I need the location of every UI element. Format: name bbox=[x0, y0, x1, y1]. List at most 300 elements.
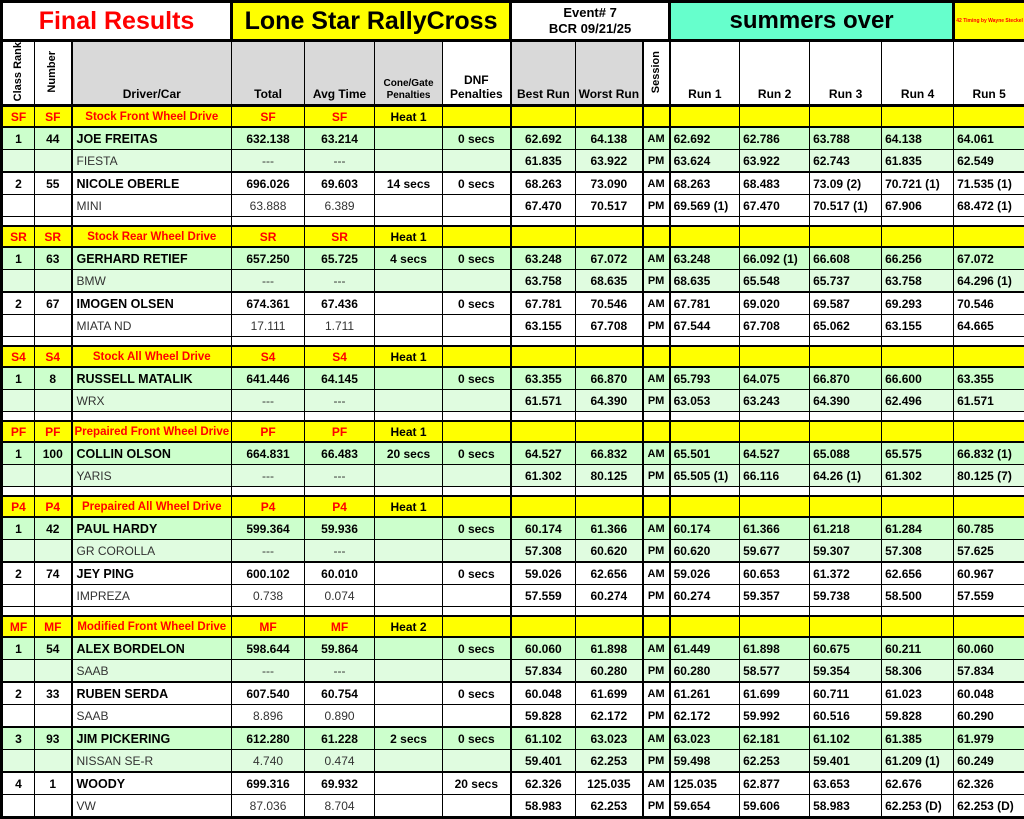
driver-name-cell: RUSSELL MATALIK bbox=[72, 367, 232, 390]
run4-cell: 61.284 bbox=[882, 517, 954, 540]
spacer-cell bbox=[232, 217, 305, 227]
session-cell: PM bbox=[643, 540, 670, 563]
spacer-cell bbox=[810, 607, 882, 617]
run3-cell: 61.218 bbox=[810, 517, 882, 540]
best-run-cell: 61.835 bbox=[511, 150, 576, 173]
class-code-cell bbox=[643, 496, 670, 517]
class-rank-cell: 1 bbox=[2, 247, 35, 270]
session-cell: AM bbox=[643, 562, 670, 585]
run3-cell: 60.711 bbox=[810, 682, 882, 705]
best-run-cell: 58.983 bbox=[511, 795, 576, 818]
run4-cell: 59.828 bbox=[882, 705, 954, 728]
class-code-cell bbox=[643, 616, 670, 637]
run1-cell: 60.174 bbox=[670, 517, 740, 540]
run2-cell: 67.470 bbox=[740, 195, 810, 217]
session-cell: AM bbox=[643, 517, 670, 540]
class-code-cell bbox=[954, 346, 1024, 367]
class-rank-cell bbox=[2, 795, 35, 818]
column-header-run-5: Run 5 bbox=[954, 41, 1024, 106]
driver-name-cell: IMOGEN OLSEN bbox=[72, 292, 232, 315]
class-rank-cell bbox=[2, 270, 35, 293]
best-run-cell: 63.758 bbox=[511, 270, 576, 293]
spacer-cell bbox=[882, 217, 954, 227]
avg-time-cell: 64.145 bbox=[305, 367, 375, 390]
class-code-cell bbox=[576, 616, 643, 637]
run4-cell: 61.835 bbox=[882, 150, 954, 173]
number-cell bbox=[35, 795, 72, 818]
class-rank-cell: 1 bbox=[2, 127, 35, 150]
class-code-cell: P4 bbox=[35, 496, 72, 517]
class-code-cell bbox=[810, 226, 882, 247]
spacer-cell bbox=[443, 607, 511, 617]
run3-cell: 58.983 bbox=[810, 795, 882, 818]
avg-time-cell: --- bbox=[305, 540, 375, 563]
worst-run-cell: 67.708 bbox=[576, 315, 643, 337]
run3-cell: 65.062 bbox=[810, 315, 882, 337]
run5-cell: 64.296 (1) bbox=[954, 270, 1024, 293]
class-code-cell: S4 bbox=[305, 346, 375, 367]
number-cell: 8 bbox=[35, 367, 72, 390]
avg-time-cell: --- bbox=[305, 150, 375, 173]
class-code-cell bbox=[576, 421, 643, 442]
number-cell: 44 bbox=[35, 127, 72, 150]
driver-row bbox=[2, 637, 1024, 660]
best-run-cell: 67.470 bbox=[511, 195, 576, 217]
spacer-cell bbox=[375, 487, 443, 497]
run1-cell: 67.781 bbox=[670, 292, 740, 315]
car-name-cell: MIATA ND bbox=[72, 315, 232, 337]
avg-time-cell: 6.389 bbox=[305, 195, 375, 217]
total-cell: --- bbox=[232, 540, 305, 563]
class-code-cell: S4 bbox=[232, 346, 305, 367]
run3-cell: 59.354 bbox=[810, 660, 882, 683]
session-cell: AM bbox=[643, 727, 670, 750]
number-cell bbox=[35, 705, 72, 728]
total-cell: 63.888 bbox=[232, 195, 305, 217]
car-name-cell: GR COROLLA bbox=[72, 540, 232, 563]
worst-run-cell: 68.635 bbox=[576, 270, 643, 293]
run5-cell: 62.549 bbox=[954, 150, 1024, 173]
driver-row bbox=[2, 772, 1024, 795]
spacer-cell bbox=[882, 607, 954, 617]
avg-time-cell: 0.474 bbox=[305, 750, 375, 773]
session-cell: PM bbox=[643, 390, 670, 412]
car-row bbox=[2, 585, 1024, 607]
avg-time-cell: 0.074 bbox=[305, 585, 375, 607]
cone-gate-cell bbox=[375, 772, 443, 795]
class-code-cell: PF bbox=[35, 421, 72, 442]
dnf-cell bbox=[443, 795, 511, 818]
spacer-cell bbox=[305, 217, 375, 227]
class-code-cell bbox=[954, 421, 1024, 442]
class-code-cell: SF bbox=[232, 106, 305, 128]
class-code-cell bbox=[882, 496, 954, 517]
spacer-cell bbox=[954, 607, 1024, 617]
total-cell: 8.896 bbox=[232, 705, 305, 728]
run2-cell: 61.898 bbox=[740, 637, 810, 660]
avg-time-cell: 63.214 bbox=[305, 127, 375, 150]
worst-run-cell: 62.656 bbox=[576, 562, 643, 585]
car-name-cell: YARIS bbox=[72, 465, 232, 487]
best-run-cell: 59.828 bbox=[511, 705, 576, 728]
class-code-cell bbox=[643, 346, 670, 367]
run1-cell: 59.498 bbox=[670, 750, 740, 773]
number-cell: 93 bbox=[35, 727, 72, 750]
run2-cell: 64.527 bbox=[740, 442, 810, 465]
event-number: Event# 7 bbox=[514, 5, 666, 21]
driver-row bbox=[2, 127, 1024, 150]
run3-cell: 59.307 bbox=[810, 540, 882, 563]
class-code-cell: MF bbox=[305, 616, 375, 637]
dnf-cell: 0 secs bbox=[443, 682, 511, 705]
heat-cell: Heat 1 bbox=[375, 346, 443, 367]
number-cell: 1 bbox=[35, 772, 72, 795]
run1-cell: 61.261 bbox=[670, 682, 740, 705]
worst-run-cell: 62.172 bbox=[576, 705, 643, 728]
class-code-cell: PF bbox=[232, 421, 305, 442]
class-code-cell: S4 bbox=[2, 346, 35, 367]
avg-time-cell: 8.704 bbox=[305, 795, 375, 818]
run1-cell: 65.501 bbox=[670, 442, 740, 465]
spacer-cell bbox=[511, 337, 576, 347]
worst-run-cell: 61.699 bbox=[576, 682, 643, 705]
vertical-header-label: Class Rank bbox=[13, 42, 24, 101]
run4-cell: 57.308 bbox=[882, 540, 954, 563]
spacer-cell bbox=[670, 337, 740, 347]
title-row bbox=[2, 2, 1024, 41]
spacer-cell bbox=[35, 412, 72, 422]
cone-gate-cell bbox=[375, 705, 443, 728]
session-cell: AM bbox=[643, 127, 670, 150]
run4-cell: 65.575 bbox=[882, 442, 954, 465]
run5-cell: 60.060 bbox=[954, 637, 1024, 660]
class-name-cell: Stock Rear Wheel Drive bbox=[72, 226, 232, 247]
class-code-cell: SF bbox=[305, 106, 375, 128]
run4-cell: 66.256 bbox=[882, 247, 954, 270]
run4-cell: 64.138 bbox=[882, 127, 954, 150]
run2-cell: 59.606 bbox=[740, 795, 810, 818]
car-name-cell: BMW bbox=[72, 270, 232, 293]
best-run-cell: 62.692 bbox=[511, 127, 576, 150]
cone-gate-cell bbox=[375, 127, 443, 150]
total-cell: 664.831 bbox=[232, 442, 305, 465]
total-cell: 4.740 bbox=[232, 750, 305, 773]
session-cell: PM bbox=[643, 750, 670, 773]
avg-time-cell: 67.436 bbox=[305, 292, 375, 315]
spacer-cell bbox=[511, 412, 576, 422]
run3-cell: 73.09 (2) bbox=[810, 172, 882, 195]
run4-cell: 61.302 bbox=[882, 465, 954, 487]
class-code-cell: MF bbox=[232, 616, 305, 637]
spacer-row bbox=[2, 337, 1024, 347]
cone-gate-cell bbox=[375, 750, 443, 773]
avg-time-cell: --- bbox=[305, 270, 375, 293]
heat-cell: Heat 1 bbox=[375, 421, 443, 442]
class-header-row bbox=[2, 226, 1024, 247]
class-rank-cell: 3 bbox=[2, 727, 35, 750]
class-rank-cell bbox=[2, 660, 35, 683]
best-run-cell: 61.571 bbox=[511, 390, 576, 412]
class-code-cell: P4 bbox=[2, 496, 35, 517]
spacer-cell bbox=[2, 412, 35, 422]
total-cell: 17.111 bbox=[232, 315, 305, 337]
driver-name-cell: ALEX BORDELON bbox=[72, 637, 232, 660]
worst-run-cell: 62.253 bbox=[576, 750, 643, 773]
run2-cell: 60.653 bbox=[740, 562, 810, 585]
class-rank-cell bbox=[2, 465, 35, 487]
run5-cell: 80.125 (7) bbox=[954, 465, 1024, 487]
class-rank-cell: 4 bbox=[2, 772, 35, 795]
column-header-row bbox=[2, 41, 1024, 106]
class-code-cell bbox=[882, 226, 954, 247]
class-code-cell: MF bbox=[35, 616, 72, 637]
class-code-cell bbox=[954, 616, 1024, 637]
cone-gate-cell bbox=[375, 150, 443, 173]
dnf-cell: 0 secs bbox=[443, 172, 511, 195]
best-run-cell: 57.559 bbox=[511, 585, 576, 607]
spacer-cell bbox=[740, 412, 810, 422]
spacer-cell bbox=[643, 487, 670, 497]
spacer-cell bbox=[35, 337, 72, 347]
worst-run-cell: 70.517 bbox=[576, 195, 643, 217]
class-code-cell bbox=[670, 106, 740, 128]
run3-cell: 59.738 bbox=[810, 585, 882, 607]
class-code-cell bbox=[810, 421, 882, 442]
run2-cell: 59.677 bbox=[740, 540, 810, 563]
spacer-cell bbox=[35, 607, 72, 617]
total-cell: 607.540 bbox=[232, 682, 305, 705]
car-name-cell: SAAB bbox=[72, 705, 232, 728]
run5-cell: 71.535 (1) bbox=[954, 172, 1024, 195]
car-row bbox=[2, 270, 1024, 293]
class-code-cell: SF bbox=[35, 106, 72, 128]
column-header-cone-gate-penalties: Cone/Gate Penalties bbox=[375, 41, 443, 106]
spacer-cell bbox=[670, 487, 740, 497]
session-cell: PM bbox=[643, 195, 670, 217]
spacer-cell bbox=[2, 217, 35, 227]
run4-cell: 61.385 bbox=[882, 727, 954, 750]
dnf-cell bbox=[443, 705, 511, 728]
class-code-cell bbox=[670, 616, 740, 637]
cone-gate-cell bbox=[375, 390, 443, 412]
number-cell: 55 bbox=[35, 172, 72, 195]
total-cell: --- bbox=[232, 660, 305, 683]
session-cell: PM bbox=[643, 585, 670, 607]
driver-row bbox=[2, 172, 1024, 195]
run5-cell: 62.326 bbox=[954, 772, 1024, 795]
heat-cell: Heat 2 bbox=[375, 616, 443, 637]
dnf-cell bbox=[443, 270, 511, 293]
spacer-cell bbox=[305, 487, 375, 497]
dnf-cell: 0 secs bbox=[443, 517, 511, 540]
car-row bbox=[2, 150, 1024, 173]
spacer-cell bbox=[576, 487, 643, 497]
dnf-cell bbox=[443, 660, 511, 683]
run2-cell: 63.922 bbox=[740, 150, 810, 173]
number-cell bbox=[35, 315, 72, 337]
session-cell: AM bbox=[643, 172, 670, 195]
session-cell: PM bbox=[643, 660, 670, 683]
spacer-cell bbox=[576, 217, 643, 227]
cone-gate-cell bbox=[375, 562, 443, 585]
column-header-total: Total bbox=[232, 41, 305, 106]
run5-cell: 61.571 bbox=[954, 390, 1024, 412]
class-code-cell bbox=[740, 496, 810, 517]
class-code-cell bbox=[511, 616, 576, 637]
run3-cell: 66.608 bbox=[810, 247, 882, 270]
class-code-cell bbox=[576, 106, 643, 128]
dnf-cell bbox=[443, 195, 511, 217]
car-row bbox=[2, 660, 1024, 683]
car-name-cell: FIESTA bbox=[72, 150, 232, 173]
spacer-cell bbox=[35, 487, 72, 497]
driver-row bbox=[2, 562, 1024, 585]
avg-time-cell: 65.725 bbox=[305, 247, 375, 270]
total-cell: 599.364 bbox=[232, 517, 305, 540]
car-row bbox=[2, 705, 1024, 728]
run5-cell: 61.979 bbox=[954, 727, 1024, 750]
worst-run-cell: 61.898 bbox=[576, 637, 643, 660]
worst-run-cell: 66.870 bbox=[576, 367, 643, 390]
run2-cell: 62.253 bbox=[740, 750, 810, 773]
run1-cell: 62.692 bbox=[670, 127, 740, 150]
series-title: Lone Star RallyCross bbox=[232, 2, 511, 41]
run1-cell: 61.449 bbox=[670, 637, 740, 660]
vertical-header-label: Session bbox=[651, 51, 662, 93]
session-cell: PM bbox=[643, 465, 670, 487]
run2-cell: 64.075 bbox=[740, 367, 810, 390]
run2-cell: 66.092 (1) bbox=[740, 247, 810, 270]
run4-cell: 69.293 bbox=[882, 292, 954, 315]
run5-cell: 60.249 bbox=[954, 750, 1024, 773]
cone-gate-cell bbox=[375, 682, 443, 705]
run2-cell: 61.366 bbox=[740, 517, 810, 540]
class-code-cell bbox=[443, 496, 511, 517]
class-code-cell: PF bbox=[305, 421, 375, 442]
class-rank-cell: 2 bbox=[2, 172, 35, 195]
class-code-cell bbox=[954, 226, 1024, 247]
spacer-cell bbox=[375, 217, 443, 227]
spacer-cell bbox=[643, 412, 670, 422]
car-name-cell: MINI bbox=[72, 195, 232, 217]
run3-cell: 69.587 bbox=[810, 292, 882, 315]
driver-name-cell: WOODY bbox=[72, 772, 232, 795]
car-row bbox=[2, 315, 1024, 337]
cone-gate-cell: 20 secs bbox=[375, 442, 443, 465]
run3-cell: 60.675 bbox=[810, 637, 882, 660]
class-code-cell bbox=[511, 346, 576, 367]
spacer-cell bbox=[511, 217, 576, 227]
avg-time-cell: 60.754 bbox=[305, 682, 375, 705]
total-cell: --- bbox=[232, 390, 305, 412]
spacer-cell bbox=[232, 607, 305, 617]
run3-cell: 65.088 bbox=[810, 442, 882, 465]
total-cell: 612.280 bbox=[232, 727, 305, 750]
run1-cell: 59.654 bbox=[670, 795, 740, 818]
number-cell bbox=[35, 195, 72, 217]
class-rank-cell bbox=[2, 390, 35, 412]
spacer-cell bbox=[740, 217, 810, 227]
driver-name-cell: PAUL HARDY bbox=[72, 517, 232, 540]
worst-run-cell: 64.138 bbox=[576, 127, 643, 150]
run3-cell: 62.743 bbox=[810, 150, 882, 173]
run1-cell: 60.274 bbox=[670, 585, 740, 607]
run2-cell: 62.181 bbox=[740, 727, 810, 750]
spacer-cell bbox=[576, 607, 643, 617]
run2-cell: 58.577 bbox=[740, 660, 810, 683]
column-header-number bbox=[35, 41, 72, 106]
run2-cell: 67.708 bbox=[740, 315, 810, 337]
run2-cell: 63.243 bbox=[740, 390, 810, 412]
run1-cell: 60.280 bbox=[670, 660, 740, 683]
best-run-cell: 59.026 bbox=[511, 562, 576, 585]
dnf-cell bbox=[443, 585, 511, 607]
total-cell: 674.361 bbox=[232, 292, 305, 315]
run2-cell: 59.992 bbox=[740, 705, 810, 728]
class-code-cell bbox=[443, 106, 511, 128]
class-code-cell bbox=[810, 106, 882, 128]
car-name-cell: SAAB bbox=[72, 660, 232, 683]
car-row bbox=[2, 795, 1024, 818]
class-code-cell bbox=[670, 226, 740, 247]
run5-cell: 66.832 (1) bbox=[954, 442, 1024, 465]
cone-gate-cell bbox=[375, 795, 443, 818]
class-code-cell bbox=[740, 226, 810, 247]
run2-cell: 62.786 bbox=[740, 127, 810, 150]
class-code-cell bbox=[643, 106, 670, 128]
number-cell: 33 bbox=[35, 682, 72, 705]
number-cell bbox=[35, 150, 72, 173]
class-code-cell: P4 bbox=[305, 496, 375, 517]
spacer-cell bbox=[375, 337, 443, 347]
class-code-cell bbox=[643, 421, 670, 442]
best-run-cell: 60.060 bbox=[511, 637, 576, 660]
number-cell: 63 bbox=[35, 247, 72, 270]
dnf-cell: 0 secs bbox=[443, 247, 511, 270]
avg-time-cell: --- bbox=[305, 465, 375, 487]
avg-time-cell: 59.936 bbox=[305, 517, 375, 540]
session-cell: AM bbox=[643, 367, 670, 390]
class-code-cell bbox=[576, 346, 643, 367]
class-code-cell bbox=[810, 496, 882, 517]
run4-cell: 66.600 bbox=[882, 367, 954, 390]
best-run-cell: 67.781 bbox=[511, 292, 576, 315]
spacer-cell bbox=[35, 217, 72, 227]
dnf-cell bbox=[443, 750, 511, 773]
spacer-cell bbox=[882, 487, 954, 497]
class-code-cell bbox=[670, 346, 740, 367]
dnf-cell bbox=[443, 465, 511, 487]
class-code-cell bbox=[511, 106, 576, 128]
run2-cell: 69.020 bbox=[740, 292, 810, 315]
run4-cell: 62.676 bbox=[882, 772, 954, 795]
run3-cell: 64.390 bbox=[810, 390, 882, 412]
total-cell: 600.102 bbox=[232, 562, 305, 585]
class-code-cell bbox=[954, 496, 1024, 517]
column-header-run-4: Run 4 bbox=[882, 41, 954, 106]
class-code-cell bbox=[740, 346, 810, 367]
best-run-cell: 68.263 bbox=[511, 172, 576, 195]
class-code-cell bbox=[810, 616, 882, 637]
run5-cell: 63.355 bbox=[954, 367, 1024, 390]
avg-time-cell: 59.864 bbox=[305, 637, 375, 660]
class-rank-cell bbox=[2, 150, 35, 173]
number-cell bbox=[35, 660, 72, 683]
class-name-cell: Prepaired All Wheel Drive bbox=[72, 496, 232, 517]
spacer-cell bbox=[232, 487, 305, 497]
total-cell: 699.316 bbox=[232, 772, 305, 795]
class-code-cell bbox=[810, 346, 882, 367]
